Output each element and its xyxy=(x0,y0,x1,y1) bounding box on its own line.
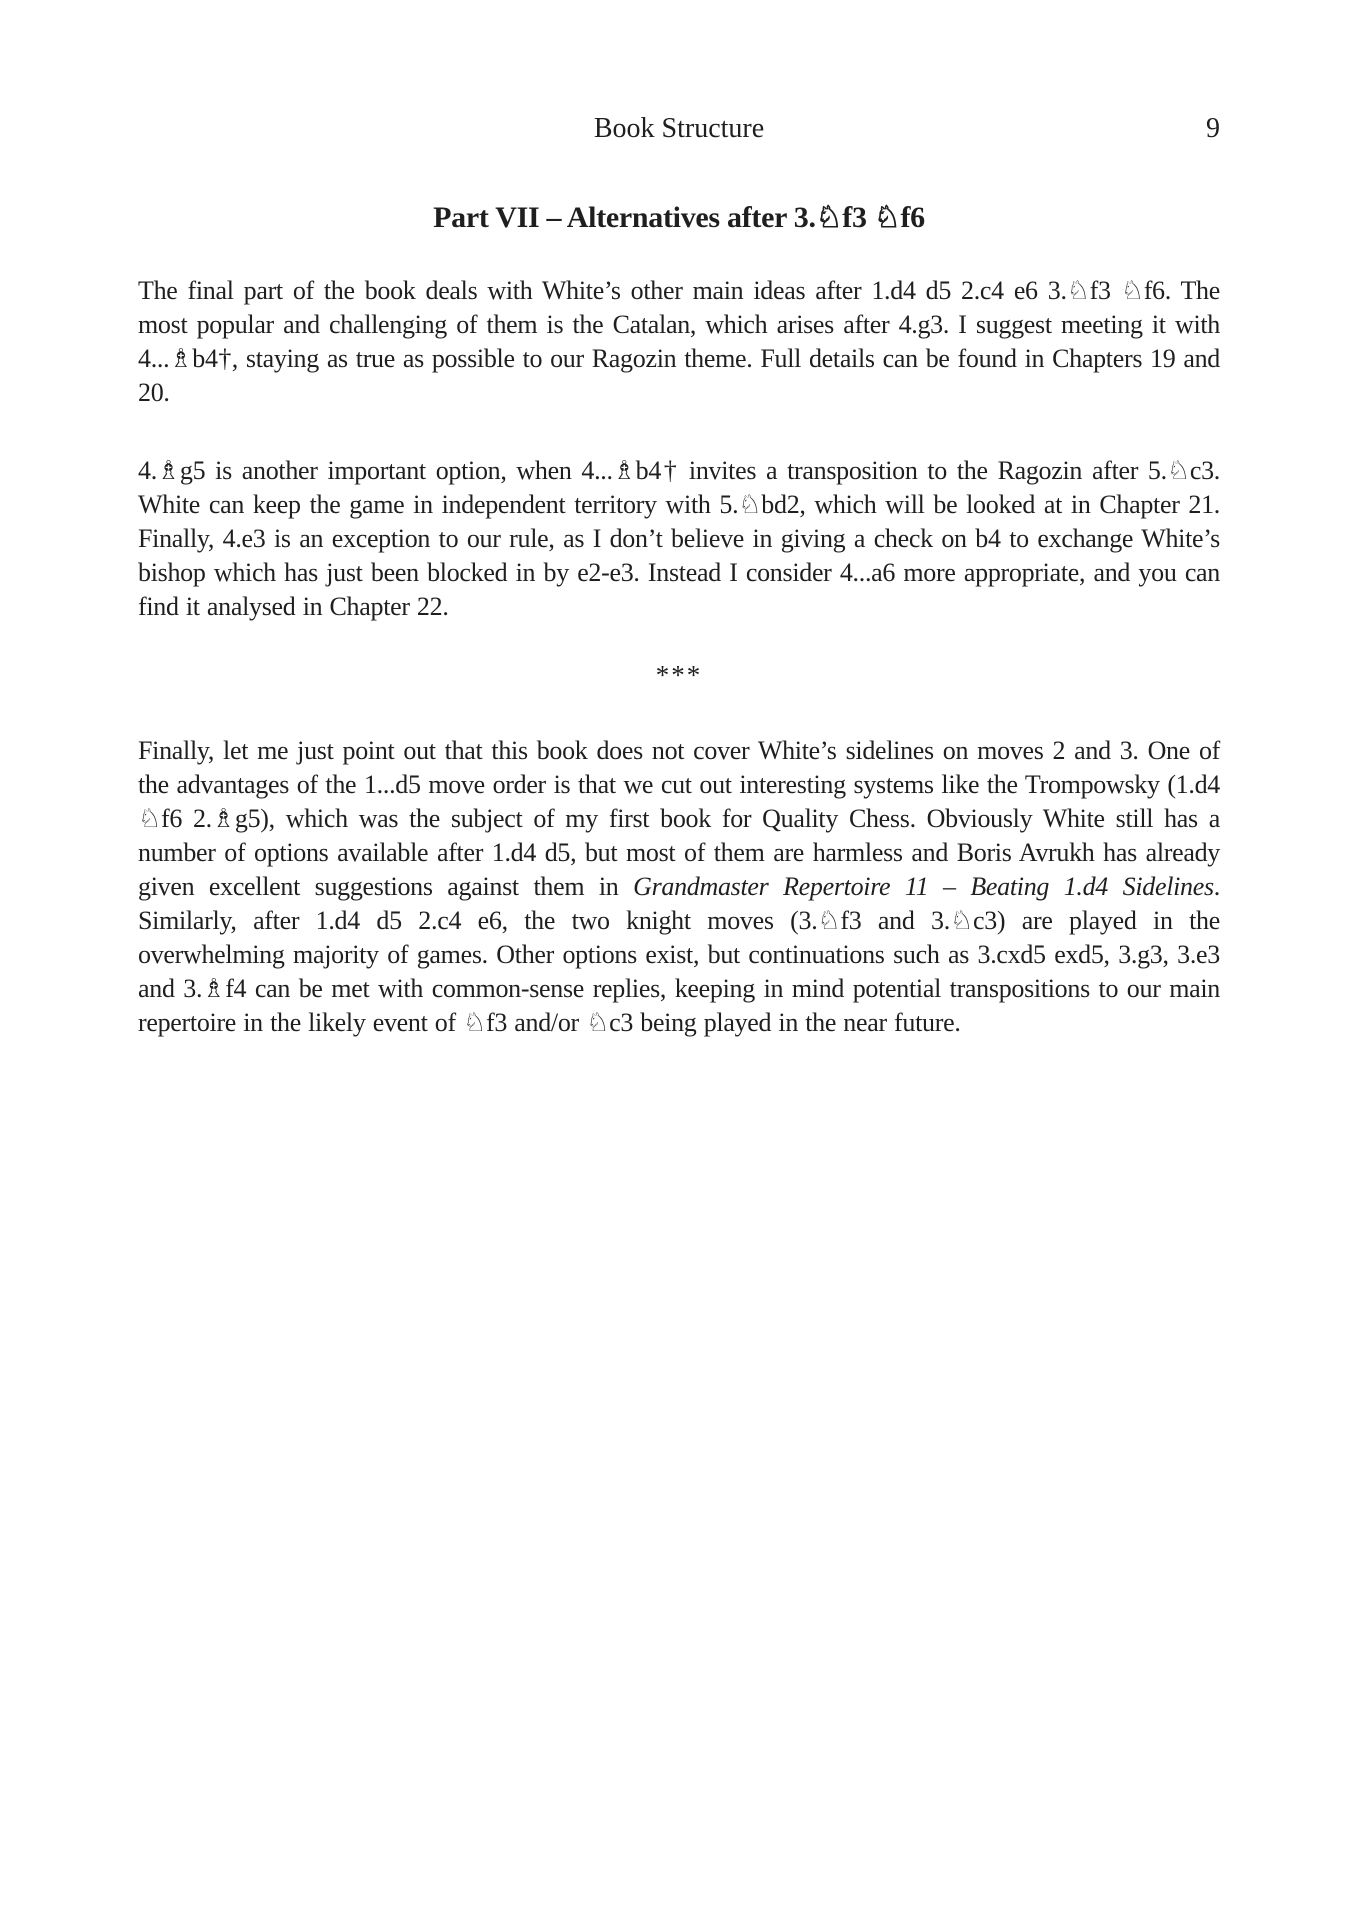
paragraph-3 xyxy=(138,734,1220,1040)
page-number: 9 xyxy=(1206,113,1220,144)
paragraph-3-text-after: . Similarly, after 1.d4 d5 2.c4 e6, the two knight moves (3.♘f3 and 3.♘c3) are played in the overwhelming majority of games. Other options exist, but continuations such as 3.cxd5 exd5, 3.g3, 3.e3 and 3.♗f4 can be met with common-sense replies, keeping in mind potential transpositions to our main repertoire in the likely event of ♘f3 and/or ♘c3 being played in the near future. xyxy=(138,872,1220,1037)
paragraph-3-text-before: Finally, let me just point out that this book does not cover White’s sidelines on moves 2 and 3. One of the advantages of the 1...d5 move order is that we cut out interesting systems like the Trompowsky (1.d4 ♘f6 2.♗g5), which was the subject of my first book for Quality Chess. Obviously White still has a number of options available after 1.d4 d5, but most of them are harmless and Boris Avrukh has already given excellent suggestions against them in xyxy=(138,736,1220,901)
book-title-italic: Grandmaster Repertoire 11 – Beating 1.d4 Sidelines xyxy=(633,872,1214,901)
section-separator: *** xyxy=(655,660,703,690)
running-header xyxy=(138,112,1220,146)
part-heading: Part VII – Alternatives after 3.♘f3 ♘f6 xyxy=(433,201,925,234)
paragraph-2: 4.♗g5 is another important option, when 4...♗b4† invites a transposition to the Ragozin after 5.♘c3. White can keep the game in independent territory with 5.♘bd2, which will be looked at in Chapter 21. Finally, 4.e3 is an exception to our rule, as I don’t believe in giving a check on b4 to exchange White’s bishop which has just been blocked in by e2-e3. Instead I consider 4...a6 more appropriate, and you can find it analysed in Chapter 22. xyxy=(138,456,1220,621)
running-title: Book Structure xyxy=(593,113,765,144)
paragraph-1: The final part of the book deals with White’s other main ideas after 1.d4 d5 2.c4 e6 3.♘f3 ♘f6. The most popular and challenging of them is the Catalan, which arises after 4.g3. I suggest meeting it with 4...♗b4†, staying as true as possible to our Ragozin theme. Full details can be found in Chapters 19 and 20. xyxy=(138,276,1220,407)
